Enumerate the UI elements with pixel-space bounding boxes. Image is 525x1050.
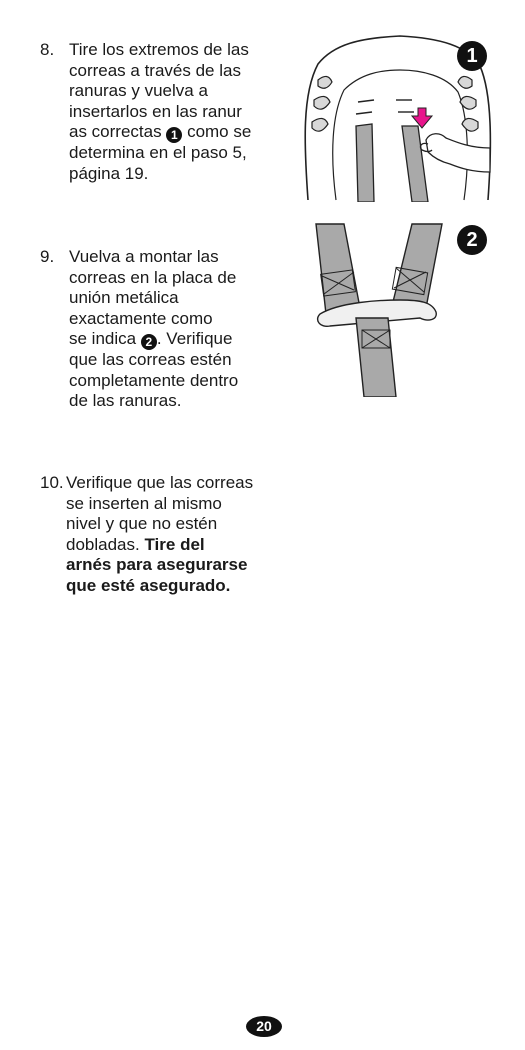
step-line: página 19. <box>69 163 149 183</box>
step-line: insertarlos en las ranur <box>69 101 242 121</box>
step-text <box>69 40 309 184</box>
step-line: como se <box>187 122 252 141</box>
step-number: 10. <box>40 473 64 492</box>
right-strap <box>392 224 442 308</box>
step-text <box>69 247 309 412</box>
step-line-bold: que esté asegurado. <box>66 575 231 595</box>
step-line: correas a través de las <box>69 60 241 80</box>
page-number: 20 <box>246 1016 282 1037</box>
step-line: correas en la placa de <box>69 267 237 287</box>
left-strap <box>316 224 360 314</box>
step-line: dobladas. <box>66 534 140 554</box>
step-number: 9. <box>40 247 55 266</box>
step-line: exactamente como <box>69 308 213 328</box>
step-line: se inserten al mismo <box>66 493 222 513</box>
step-line: Vuelva a montar las <box>69 247 219 266</box>
step-line: . Verifique <box>156 329 233 348</box>
step-line: completamente dentro <box>69 370 239 390</box>
step-line: de las ranuras. <box>69 391 182 410</box>
left-strap <box>356 124 374 202</box>
figure-ref-1: 1 <box>166 127 182 143</box>
step-line: determina en el paso 5, <box>69 143 247 162</box>
step-line: que las correas estén <box>69 350 232 369</box>
step-line-bold: arnés para asegurarse <box>66 555 248 574</box>
step-line: as correctas <box>69 122 162 141</box>
step-line: nivel y que no estén <box>66 514 218 533</box>
step-line: Verifique que las correas <box>66 473 254 492</box>
figure-badge-2: 2 <box>457 225 487 255</box>
figure-ref-2: 2 <box>141 334 157 350</box>
step-line: ranuras y vuelva a <box>69 81 208 100</box>
figure-badge-1: 1 <box>457 41 487 71</box>
step-number: 8. <box>40 40 55 59</box>
step-text <box>66 473 306 596</box>
step-line-bold: Tire del <box>144 534 205 554</box>
step-line: unión metálica <box>69 288 179 307</box>
step-line: Tire los extremos de las <box>69 40 249 59</box>
step-line: se indica <box>69 329 137 348</box>
